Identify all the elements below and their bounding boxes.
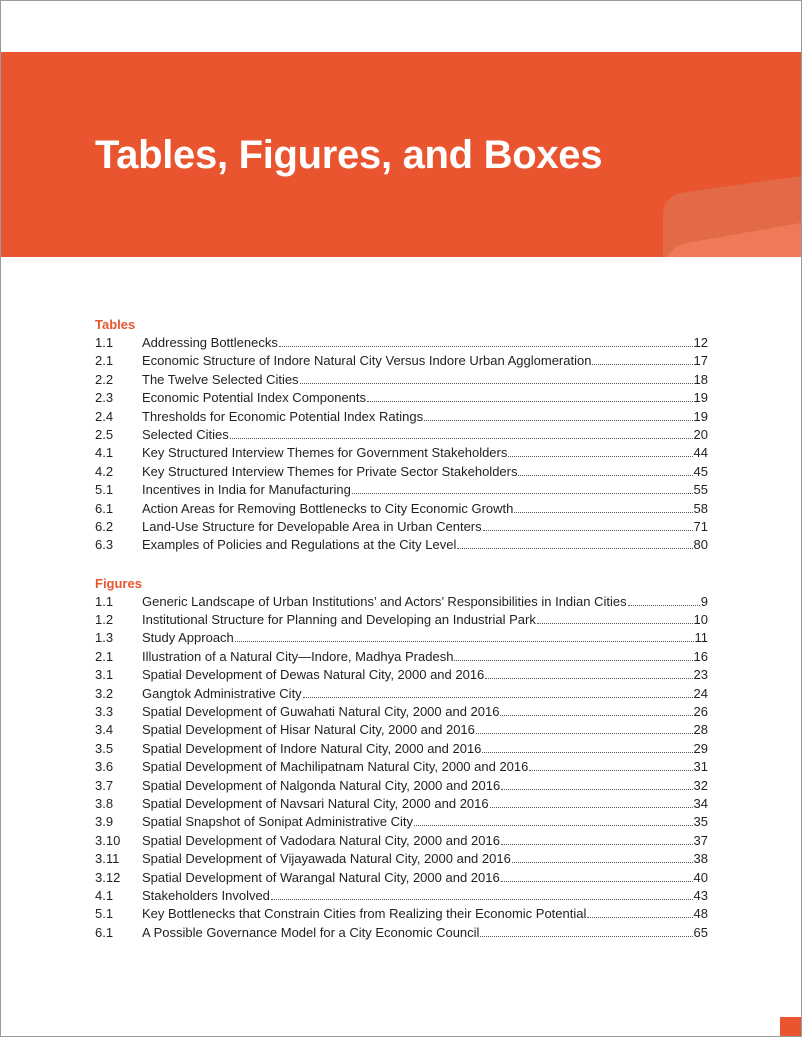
entry-page-number: 45: [693, 463, 708, 479]
entry-label: Economic Structure of Indore Natural City Versus Indore Urban Agglomeration: [142, 353, 592, 369]
entry-label: Spatial Development of Vijayawada Natural City, 2000 and 2016: [142, 851, 511, 867]
entry-number: 3.12: [95, 869, 121, 885]
dot-leader: [501, 869, 693, 882]
entry-number: 2.1: [95, 648, 114, 664]
entry-label: Examples of Policies and Regulations at the City Level: [142, 537, 457, 553]
entry-number: 3.11: [95, 851, 120, 867]
entry-page-number: 43: [693, 887, 708, 903]
dot-leader: [271, 887, 693, 900]
table-entry[interactable]: [95, 481, 708, 499]
table-entry[interactable]: [95, 536, 708, 554]
figure-entry[interactable]: [95, 813, 708, 831]
table-entry[interactable]: [95, 518, 708, 536]
entry-page-number: 28: [693, 722, 708, 738]
entry-number: 2.4: [95, 408, 114, 424]
tables-list: [95, 334, 708, 555]
entry-label: Spatial Development of Indore Natural City, 2000 and 2016: [142, 740, 482, 756]
figure-entry[interactable]: [95, 629, 708, 647]
table-entry[interactable]: [95, 426, 708, 444]
dot-leader: [230, 426, 693, 439]
entry-page-number: 48: [693, 906, 708, 922]
figure-entry[interactable]: [95, 758, 708, 776]
dot-leader: [529, 758, 692, 771]
entry-label: Spatial Development of Warangal Natural City, 2000 and 2016: [142, 869, 500, 885]
dot-leader: [537, 611, 693, 624]
table-entry[interactable]: [95, 371, 708, 389]
entry-page-number: 9: [700, 593, 708, 609]
entry-label: Economic Potential Index Components: [142, 390, 367, 406]
page-title: Tables, Figures, and Boxes: [95, 133, 603, 177]
entry-label: Land-Use Structure for Developable Area in Urban Centers: [142, 518, 482, 534]
dot-leader: [367, 389, 693, 402]
entry-label: Stakeholders Involved: [142, 887, 270, 903]
dot-leader: [279, 334, 693, 347]
entry-page-number: 23: [693, 667, 708, 683]
entry-number: 3.9: [95, 814, 114, 830]
dot-leader: [500, 703, 692, 716]
entry-page-number: 55: [693, 482, 708, 498]
dot-leader: [424, 408, 692, 421]
table-entry[interactable]: [95, 389, 708, 407]
entry-label: Addressing Bottlenecks: [142, 335, 278, 350]
dot-leader: [501, 832, 693, 845]
entry-page-number: 32: [693, 777, 708, 793]
figure-entry[interactable]: [95, 703, 708, 721]
entry-number: 3.8: [95, 795, 114, 811]
entry-page-number: 12: [693, 335, 708, 350]
figure-entry[interactable]: [95, 666, 708, 684]
dot-leader: [587, 905, 692, 918]
entry-label: Spatial Development of Navsari Natural City, 2000 and 2016: [142, 795, 489, 811]
entry-label: Illustration of a Natural City—Indore, Madhya Pradesh: [142, 648, 454, 664]
entry-number: 2.3: [95, 390, 114, 406]
figure-entry[interactable]: [95, 795, 708, 813]
figure-entry[interactable]: [95, 887, 708, 905]
figure-entry[interactable]: [95, 924, 708, 942]
entry-page-number: 20: [693, 426, 708, 442]
entry-page-number: 18: [693, 371, 708, 387]
entry-page-number: 34: [693, 795, 708, 811]
entry-label: Key Bottlenecks that Constrain Cities from Realizing their Economic Potential: [142, 906, 587, 922]
entry-page-number: 11: [694, 630, 708, 646]
entry-number: 2.1: [95, 353, 114, 369]
entry-page-number: 38: [693, 851, 708, 867]
dot-leader: [501, 777, 692, 790]
entry-number: 4.1: [95, 887, 114, 903]
dot-leader: [414, 813, 693, 826]
dot-leader: [485, 666, 692, 679]
figure-entry[interactable]: [95, 685, 708, 703]
entry-label: Spatial Development of Hisar Natural City, 2000 and 2016: [142, 722, 475, 738]
table-of-contents: [95, 316, 708, 942]
entry-label: Spatial Development of Machilipatnam Natural City, 2000 and 2016: [142, 759, 529, 775]
entry-page-number: 31: [693, 759, 708, 775]
entry-number: 3.4: [95, 722, 114, 738]
entry-label: Spatial Snapshot of Sonipat Administrative City: [142, 814, 413, 830]
entry-number: 6.2: [95, 518, 114, 534]
figure-entry[interactable]: [95, 832, 708, 850]
entry-number: 2.2: [95, 371, 114, 387]
table-entry[interactable]: [95, 500, 708, 518]
entry-label: Key Structured Interview Themes for Private Sector Stakeholders: [142, 463, 518, 479]
entry-label: Incentives in India for Manufacturing: [142, 482, 351, 498]
section-spacer: [95, 555, 708, 575]
entry-number: 3.5: [95, 740, 114, 756]
entry-number: 3.7: [95, 777, 114, 793]
entry-page-number: 24: [693, 685, 708, 701]
entry-number: 5.1: [95, 906, 114, 922]
entry-page-number: 37: [693, 832, 708, 848]
table-entry[interactable]: [95, 334, 708, 352]
entry-number: 6.1: [95, 924, 114, 940]
entry-page-number: 71: [693, 518, 708, 534]
entry-label: A Possible Governance Model for a City Economic Council: [142, 924, 480, 940]
tables-heading: Tables: [95, 317, 136, 332]
entry-page-number: 44: [693, 445, 708, 461]
figures-list: [95, 593, 708, 942]
entry-number: 3.1: [95, 667, 114, 683]
entry-page-number: 58: [693, 500, 708, 516]
entry-page-number: 19: [693, 408, 708, 424]
figure-entry[interactable]: [95, 905, 708, 923]
dot-leader: [483, 518, 693, 531]
entry-label: Key Structured Interview Themes for Government Stakeholders: [142, 445, 508, 461]
dot-leader: [508, 444, 692, 457]
table-entry[interactable]: [95, 408, 708, 426]
entry-page-number: 10: [693, 612, 708, 628]
entry-number: 4.2: [95, 463, 114, 479]
entry-page-number: 80: [693, 537, 708, 553]
dot-leader: [512, 850, 693, 863]
dot-leader: [300, 371, 693, 384]
figure-entry[interactable]: [95, 850, 708, 868]
entry-number: 1.3: [95, 630, 114, 646]
entry-label: Study Approach: [142, 630, 234, 646]
dot-leader: [518, 463, 692, 476]
entry-number: 4.1: [95, 445, 114, 461]
table-entry[interactable]: [95, 352, 708, 370]
entry-page-number: 16: [693, 648, 708, 664]
figure-entry[interactable]: [95, 593, 708, 611]
entry-number: 2.5: [95, 426, 114, 442]
entry-number: 1.1: [95, 335, 114, 350]
entry-number: 3.3: [95, 704, 114, 720]
entry-label: Gangtok Administrative City: [142, 685, 302, 701]
entry-page-number: 19: [693, 390, 708, 406]
dot-leader: [457, 536, 692, 549]
entry-label: Spatial Development of Guwahati Natural City, 2000 and 2016: [142, 704, 500, 720]
figure-entry[interactable]: [95, 648, 708, 666]
figure-entry[interactable]: [95, 777, 708, 795]
entry-page-number: 40: [693, 869, 708, 885]
table-entry[interactable]: [95, 463, 708, 481]
entry-number: 3.2: [95, 685, 114, 701]
dot-leader: [303, 685, 693, 698]
entry-number: 1.2: [95, 612, 114, 628]
dot-leader: [352, 481, 693, 494]
figure-entry[interactable]: [95, 611, 708, 629]
dot-leader: [490, 795, 693, 808]
dot-leader: [235, 629, 694, 642]
dot-leader: [480, 924, 692, 937]
entry-label: Spatial Development of Nalgonda Natural City, 2000 and 2016: [142, 777, 501, 793]
entry-number: 3.6: [95, 759, 114, 775]
entry-label: The Twelve Selected Cities: [142, 371, 299, 387]
entry-label: Spatial Development of Vadodara Natural City, 2000 and 2016: [142, 832, 500, 848]
entry-number: 1.1: [95, 593, 114, 609]
table-entry[interactable]: [95, 444, 708, 462]
dot-leader: [628, 593, 700, 606]
entry-label: Selected Cities: [142, 426, 229, 442]
page-corner-tab: [780, 1017, 801, 1036]
figure-entry[interactable]: [95, 721, 708, 739]
figure-entry[interactable]: [95, 740, 708, 758]
entry-number: 5.1: [95, 482, 114, 498]
dot-leader: [592, 352, 692, 365]
entry-page-number: 29: [693, 740, 708, 756]
entry-label: Thresholds for Economic Potential Index Ratings: [142, 408, 424, 424]
dot-leader: [482, 740, 692, 753]
entry-page-number: 26: [693, 704, 708, 720]
dot-leader: [476, 721, 693, 734]
entry-number: 3.10: [95, 832, 121, 848]
entry-page-number: 65: [693, 924, 708, 940]
entry-number: 6.3: [95, 537, 114, 553]
entry-page-number: 35: [693, 814, 708, 830]
entry-label: Action Areas for Removing Bottlenecks to City Economic Growth: [142, 500, 514, 516]
dot-leader: [514, 500, 692, 513]
dot-leader: [454, 648, 692, 661]
entry-number: 6.1: [95, 500, 114, 516]
entry-page-number: 17: [693, 353, 708, 369]
figures-heading: Figures: [95, 575, 142, 591]
figure-entry[interactable]: [95, 869, 708, 887]
entry-label: Generic Landscape of Urban Institutions’ and Actors’ Responsibilities in Indian Cities: [142, 593, 627, 609]
entry-label: Institutional Structure for Planning and Developing an Industrial Park: [142, 612, 536, 628]
entry-label: Spatial Development of Dewas Natural City, 2000 and 2016: [142, 667, 485, 683]
